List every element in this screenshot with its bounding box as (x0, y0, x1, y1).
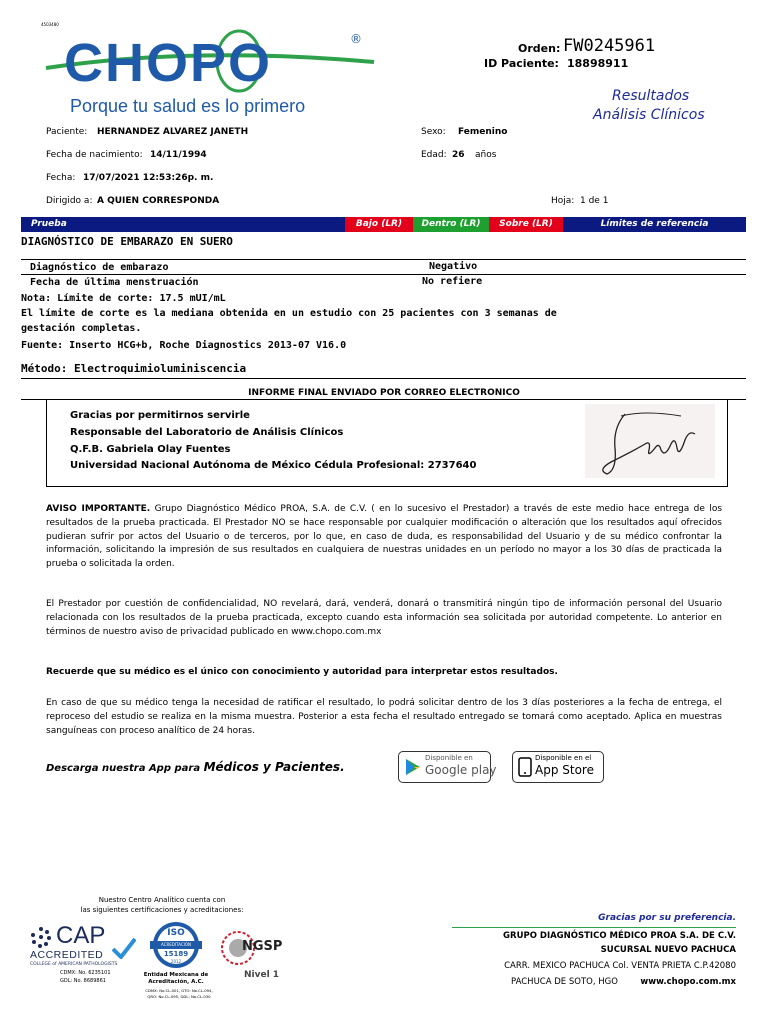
app-prompt (46, 760, 345, 774)
footer-green-rule (452, 927, 736, 928)
iso-band: ACREDITACIÓN (161, 942, 191, 947)
signature-role: Responsable del Laboratorio de Análisis Clínicos (70, 427, 344, 438)
page-value: 1 de 1 (580, 196, 609, 206)
cap-logo (30, 922, 140, 992)
note-median: El límite de corte es la mediana obtenida en un estudio con 25 pacientes con 3 semanas de (21, 308, 557, 319)
signature-university: Universidad Nacional Autónoma de México Cédula Profesional: 2737640 (70, 460, 477, 471)
ema-name (138, 972, 214, 986)
ema-codes-line2: QRO: No.CL-095, GDL: No.CL-030 (147, 994, 211, 999)
section-title: DIAGNÓSTICO DE EMBARAZO EN SUERO (21, 235, 233, 248)
phone-icon (518, 757, 532, 777)
iso-label: ISO (167, 928, 185, 938)
cap-number-gdl: GDL: No. 8689861 (60, 978, 106, 984)
sex-label: Sexo: (421, 127, 446, 137)
certifications-heading-line2: las siguientes certificaciones y acreditaciones: (80, 906, 244, 914)
result-name: Diagnóstico de embarazo (30, 262, 169, 273)
footer-branch: SUCURSAL NUEVO PACHUCA (600, 945, 736, 955)
dob-label: Fecha de nacimiento: (46, 150, 143, 160)
date-label: Fecha: (46, 173, 76, 183)
method-rule (21, 378, 746, 379)
age-value: 26 (452, 150, 465, 160)
iso-year: 2012 (170, 959, 182, 964)
handwritten-signature (585, 404, 715, 478)
header-above: Sobre (LR) (489, 217, 563, 232)
doctor-reminder: Recuerde que su médico es el único con conocimiento y autoridad para interpretar estos resultados. (46, 667, 558, 677)
chopo-logo (44, 28, 378, 118)
privacy-paragraph: El Prestador por cuestión de confidencialidad, NO revelará, dará, venderá, donará o transmitirá ningún tipo de información personal del Usuario relacionada con los resultados de la prueba practicada, excepto cuando esta información sea solicitada por autoridad competente. Lo anterior en términos de nuestro aviso de privacidad publicado en www.chopo.com.mx (46, 599, 722, 637)
cap-name: CAP (56, 922, 106, 949)
patient-name-label: Paciente: (46, 127, 88, 137)
google-play-small: Disponible en (425, 754, 473, 762)
header-test: Prueba (21, 217, 345, 232)
cap-accredited: ACCREDITED (30, 949, 104, 961)
result-value: Negativo (429, 261, 478, 272)
page-label: Hoja: (551, 196, 575, 206)
result-value: No refiere (422, 276, 483, 287)
patient-id-label: ID Paciente: (484, 57, 559, 70)
app-prompt-prefix: Descarga nuestra App para (46, 763, 204, 774)
report-title-line2: Análisis Clínicos (593, 107, 705, 123)
date-value: 17/07/2021 12:53:26p. m. (83, 173, 214, 183)
aviso-title: AVISO IMPORTANTE. (46, 504, 151, 514)
google-play-badge[interactable] (398, 751, 497, 783)
app-store-label: App Store (535, 763, 594, 777)
ratify-paragraph: En caso de que su médico tenga la necesidad de ratificar el resultado, lo podrá solicitar dentro de los 3 días posteriores a la fecha de entrega, el reproceso del estudio se realiza en la misma muestra. Posterior a esta fecha el resultado entregado se tomará como aceptado. Aplica en muestras sanguíneas con proceso analítico de 24 horas. (46, 698, 722, 736)
patient-name: HERNANDEZ ALVAREZ JANETH (97, 127, 249, 137)
footer-thanks: Gracias por su preferencia. (598, 913, 736, 923)
checkmark-icon (112, 937, 136, 959)
signature-box (46, 399, 728, 487)
addressed-value: A QUIEN CORRESPONDA (97, 196, 220, 206)
header-low: Bajo (LR) (345, 217, 413, 232)
age-unit: años (475, 150, 497, 160)
footer-website[interactable]: www.chopo.com.mx (640, 977, 736, 987)
logo-tagline: Porque tu salud es lo primero (70, 96, 306, 116)
iso-number: 15189 (163, 950, 189, 958)
age-label: Edad: (421, 150, 447, 160)
final-report-title: INFORME FINAL ENVIADO POR CORREO ELECTRONICO (248, 388, 520, 398)
order-label: Orden: (518, 42, 561, 55)
header-reference: Límites de referencia (563, 217, 746, 232)
patient-id: 18898911 (567, 57, 629, 70)
footer-city: PACHUCA DE SOTO, HGO (511, 977, 618, 987)
cap-dots-icon (30, 926, 52, 948)
sex-value: Femenino (458, 127, 508, 137)
certifications-heading (22, 895, 302, 915)
signature-thanks: Gracias por permitirnos servirle (70, 410, 250, 421)
app-prompt-highlight: Médicos y Pacientes. (203, 760, 345, 774)
report-title-line1: Resultados (612, 88, 690, 104)
header-within: Dentro (LR) (413, 217, 489, 232)
note-source: Fuente: Inserto HCG+b, Roche Diagnostics 2013-07 V16.0 (21, 340, 347, 351)
ema-codes (138, 988, 220, 1000)
app-store-badge[interactable] (512, 751, 604, 783)
ema-name-line1: Entidad Mexicana de (143, 972, 209, 978)
note-gestation: gestación completas. (21, 323, 142, 334)
cap-number-cdmx: CDMX: No. 6235101 (60, 970, 111, 976)
results-top-rule (21, 259, 746, 260)
ema-codes-line1: CDMX: No.CL-001, GTO: No.CL-094, (145, 988, 213, 993)
footer-address: CARR. MEXICO PACHUCA Col. VENTA PRIETA C.P.42080 (504, 961, 736, 971)
signature-name: Q.F.B. Gabriela Olay Fuentes (70, 444, 231, 455)
certifications-heading-line1: Nuestro Centro Analítico cuenta con (98, 896, 226, 904)
aviso-paragraph (46, 503, 722, 572)
result-name: Fecha de última menstruación (30, 277, 199, 288)
ema-iso-seal (138, 918, 220, 1004)
google-play-label: Google play (425, 763, 497, 777)
google-play-icon (405, 758, 421, 776)
note-cutoff: Nota: Límite de corte: 17.5 mUI/mL (21, 293, 226, 304)
method: Método: Electroquimioluminiscencia (21, 362, 247, 375)
ema-name-line2: Acreditación, A.C. (148, 979, 204, 985)
aviso-text: Grupo Diagnóstico Médico PROA, S.A. de C.V. ( en lo sucesivo el Prestador) a través de este medio hace entrega de los resultados de la prueba practicada. El Prestador NO se hace responsable por cualquier modificación o alteración que los resultados aquí ofrecidos pudieran sufrir por actos del Usuario o de terceros, por lo que, en caso de duda, es responsabilidad del Usuario y de su médico confrontar la información, solicitando la impresión de sus resultados en cualquiera de nuestras unidades en un período no mayor a los 30 días de practicada la prueba o solicitada la orden. (46, 504, 723, 570)
logo-brand: CHOPO (64, 33, 273, 93)
footer-company: GRUPO DIAGNÓSTICO MÉDICO PROA S.A. DE C.V. (503, 931, 736, 941)
cap-college: COLLEGE of AMERICAN PATHOLOGISTS (30, 962, 118, 967)
addressed-label: Dirigido a: (46, 196, 93, 206)
ngsp-logo (220, 930, 300, 986)
results-mid-rule (21, 274, 746, 275)
document-code: 4503480 (41, 22, 59, 27)
dob-value: 14/11/1994 (150, 150, 207, 160)
ngsp-level: Nivel 1 (244, 970, 280, 980)
ngsp-name: NGSP (242, 939, 283, 954)
app-store-small: Disponible en el (535, 754, 592, 762)
registered-mark: ® (350, 32, 362, 46)
order-number: FW0245961 (563, 36, 656, 56)
